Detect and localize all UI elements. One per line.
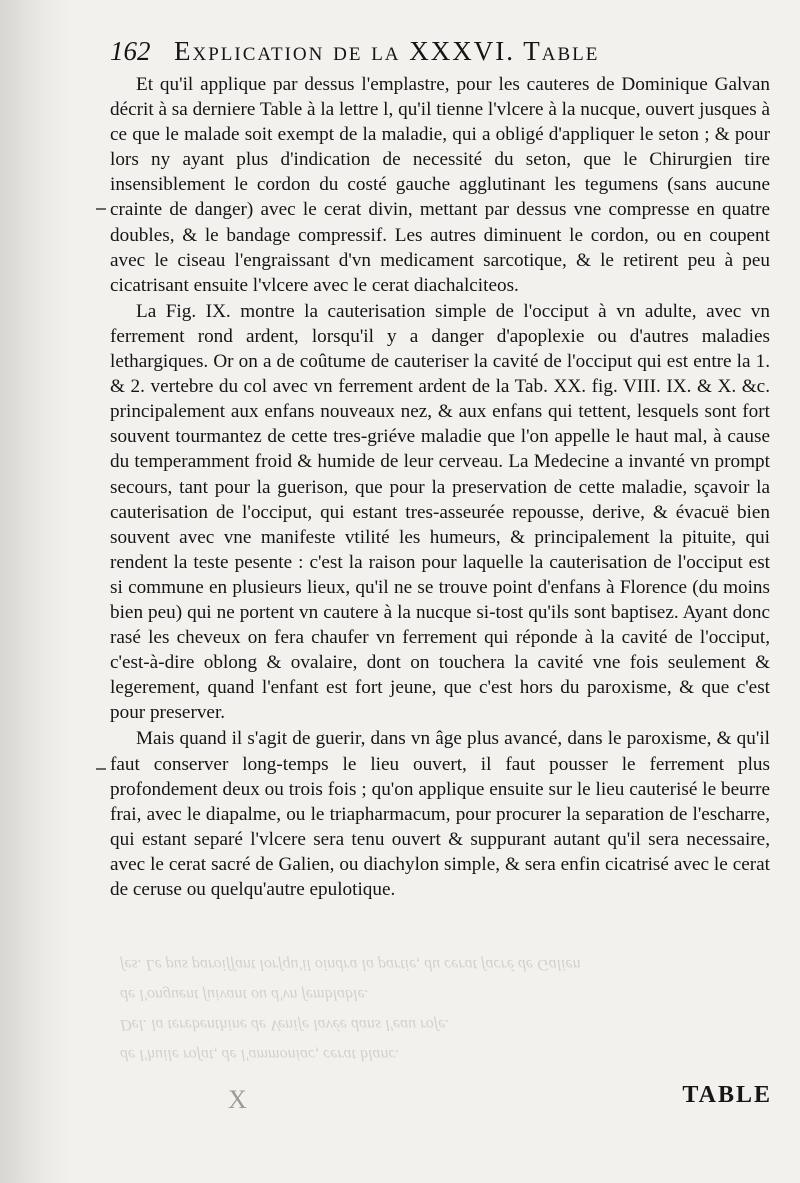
page-gutter-shadow (0, 0, 70, 1183)
paragraph-1: Et qu'il applique par dessus l'emplastre, pour les cauteres de Dominique Galvan décrit à sa derniere Table à la lettre l, qu'il tienne l'vlcere à la nucque, ouvert jusques à ce que le malade soit exempt de la maladie, qui a obligé d'appliquer le seton ; & pour lors ny ayant plus d'indication de necessité du seton, que le Chirurgien tire insensiblement le cordon du costé gauche agglutinant les tegumens (sans aucune crainte de danger) avec le cerat divin, mettant par dessus vne compresse en quatre doubles, & le bandage compressif. Les autres diminuent le cordon, ou en coupent avec le ciseau l'engraissant d'vn medicament sarcotique, & le retirent peu à peu cicatrisant ensuite l'vlcere avec le cerat diachalciteos. (110, 74, 770, 296)
page-number: 162 (110, 36, 151, 66)
x-mark: X (228, 1085, 247, 1114)
margin-mark (96, 768, 106, 770)
show-through-text: Del. la terebenthine de Veniſe lavée dans l'eau roſe. (120, 1016, 450, 1033)
show-through-text: de l'onguent ſuivant ou d'vn ſemblable. (120, 986, 369, 1003)
catchword: TABLE (682, 1082, 772, 1108)
paragraph-2: La Fig. IX. montre la cauterisation simple de l'occiput à vn adulte, avec vn ferrement rond ardent, lorsqu'il y a danger d'apoplexie ou d'autres maladies lethargiques. Or on a de coûtume de cauteriser la cavité de l'occiput qui est entre la 1. & 2. vertebre du col avec vn ferrement ardent de la Tab. XX. fig. VIII. IX. & X. &c. principalement aux enfans nouveaux nez, & aux enfans qui tettent, lesquels sont fort souvent tourmantez de cette tres-griéve maladie que l'on appelle le haut mal, à cause du temperamment froid & humide de leur cerveau. La Medecine a invanté vn prompt secours, tant pour la guerison, que pour la preservation de cette maladie, sçavoir la cauterisation de l'occiput, qui estant tres-asseurée repousse, derive, & évacuë bien souvent avec vne manifeste vtilité les humeurs, & principalement la pituite, qui rendent la teste pesente : c'est la raison pour laquelle la cauterisation de l'occiput est si commune en plusieurs lieux, qu'il ne se trouve point d'enfans à Florence (du moins bien peu) qui ne portent vn cautere à la nucque si-tost qu'ils sont baptisez. Ayant donc rasé les cheveux on fera chaufer vn ferrement qui réponde à la cavité de l'occiput, c'est-à-dire oblong & ovalaire, dont on touchera la cavité vne fois seulement & legerement, quand l'enfant est fort jeune, que c'est hors du paroxisme, & que c'est pour preserver. (110, 300, 770, 724)
text-block (110, 36, 770, 902)
paragraph-3: Mais quand il s'agit de guerir, dans vn âge plus avancé, dans le paroxisme, & qu'il faut conserver long-temps le lieu ouvert, il faut pousser le ferrement plus profondement deux ou trois fois ; qu'on applique ensuite sur le lieu cauterisé le beurre frai, avec le diapalme, ou le triapharmacum, pour procurer la separation de l'escharre, qui estant separé l'vlcere sera tenu ouvert & suppurant autant qu'il sera necessaire, avec le cerat sacré de Galien, ou diachylon simple, & sera enfin cicatrisé avec le cerat de ceruse ou quelqu'autre epulotique. (110, 728, 770, 900)
running-title: Explication de la XXXVI. Table (174, 36, 600, 66)
margin-mark (96, 208, 106, 210)
running-header (110, 36, 770, 72)
show-through-text: ſes. Le pus paroiſſant lorſqu'il oindra la partie, du cerat ſacré de Galien (120, 956, 581, 973)
show-through-text: de l'huile roſat, de l'ammoniac, cerat blanc. (120, 1046, 400, 1063)
